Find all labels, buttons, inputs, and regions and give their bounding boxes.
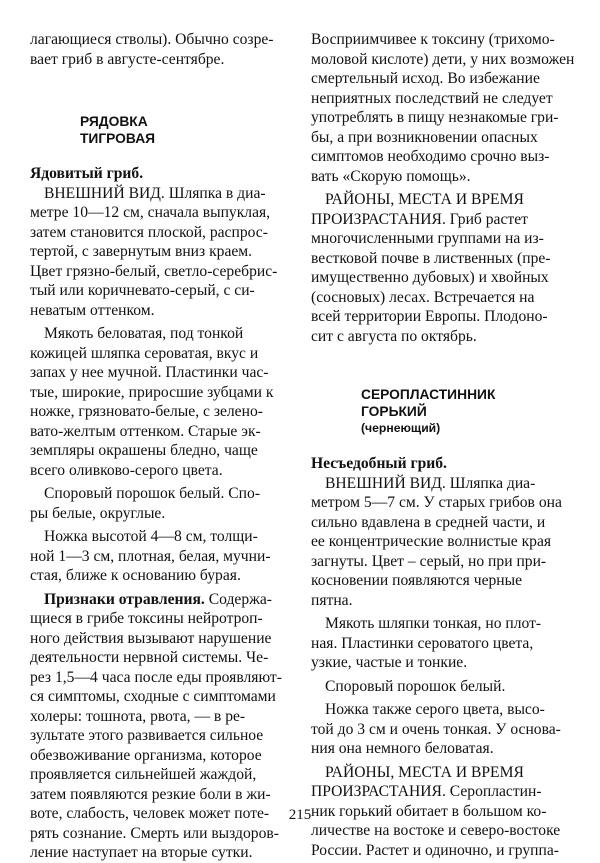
text-poisoning: Содержа- щиеся в грибе токсины нейротроп- ного действия вызывают нарушение деятельности нервной системы. Че- рез 1,5—4 часа после еды проявляют- ся симптомы, сходные с симптомами холеры: тошнота, рвота, — в ре- зультате этого развивается сильное обезвоживание организма, которое проявляется сильнейшей жаждой, затем появляются резкие боли в жи- воте, слабость, человек может поте- рять сознание. Смерть или выздоров- ление наступает на вторые сутки. bbox=[30, 590, 282, 861]
heading-ryadovka-tigrovaya: РЯДОВКА ТИГРОВАЯ bbox=[80, 114, 156, 146]
paragraph-spore-powder: Споровый порошок белый. Спо- ры белые, округлые. bbox=[30, 485, 261, 522]
paragraph-appearance-2 bbox=[311, 474, 578, 611]
paragraph-continuation: лагающиеся стволы). Обычно созре- вает гриб в августе-сентябре. bbox=[30, 31, 274, 68]
lead-appearance: ВНЕШНИЙ ВИД. bbox=[44, 184, 165, 202]
lead-habitat-2: РАЙОНЫ, МЕСТА И ВРЕМЯ ПРОИЗРАСТАНИЯ. bbox=[311, 763, 524, 800]
heading-seroplastinnik-gorkiy: СЕРОПЛАСТИННИК ГОРЬКИЙ bbox=[361, 387, 496, 419]
paragraph-spore-powder-2: Споровый порошок белый. bbox=[325, 677, 506, 695]
paragraph-stem-2: Ножка также серого цвета, высо- той до 3 см и очень тонкая. У основа- ния она немного беловатая. bbox=[311, 701, 561, 757]
text-appearance: Шляпка в диа- метре 10—12 см, сначала выпуклая, затем становится плоской, распрос- тертой, с завернутым вниз краем. Цвет грязно-белый, светло-серебрис- тый или коричневато-серый, с си- неватым оттенком. bbox=[30, 184, 278, 319]
category-poisonous: Ядовитый гриб. bbox=[30, 165, 144, 182]
page-number: 215 bbox=[288, 807, 312, 823]
lead-poisoning: Признаки отравления. bbox=[44, 590, 205, 608]
lead-habitat-1: РАЙОНЫ, МЕСТА И ВРЕМЯ ПРОИЗРАСТАНИЯ. bbox=[311, 191, 524, 228]
paragraph-flesh: Мякоть беловатая, под тонкой кожицей шляпка сероватая, вкус и запах у нее мучной. Пластинки час- тые, широкие, приросшие зубцами к ножке, грязновато-белые, с зелено- вато-желтым оттенком. Старые эк- земпляры окрашены бледно, чаще всего оливково-серого цвета. bbox=[30, 325, 274, 479]
paragraph-children-toxin: Восприимчивее к токсину (трихомо- моловой кислоте) дети, у них возможен смертельный исход. Во избежание неприятных последствий не следует употреблять в пищу незнакомые гри- бы, а при возникновении опасных симптомов необходимо срочно выз- вать «Скорую помощь». bbox=[311, 31, 575, 185]
paragraph-stem: Ножка высотой 4—8 см, толщи- ной 1—3 см, плотная, белая, мучни- стая, ближе к основанию бурая. bbox=[30, 528, 271, 584]
text-habitat-1: Гриб растет многочисленными группами на из- вестковой почве в лиственных (пре- имущественно дубовых) и хвойных (сосновых) лесах. Встречается на всей территории Европы. Плодоно- сит с августа по октябрь. bbox=[311, 210, 551, 345]
text-appearance-2: Шляпка диа- метром 5—7 см. У старых грибов она сильно вдавлена в средней части, и ее концентрические волнистые края загнуты. Цвет – серый, но при при- косновении появляются черные пятна. bbox=[311, 474, 562, 609]
paragraph-habitat-1 bbox=[311, 190, 578, 346]
left-column bbox=[30, 30, 297, 863]
heading-subtitle: (чернеющий) bbox=[361, 421, 441, 435]
category-inedible: Несъедобный гриб. bbox=[311, 455, 447, 472]
lead-appearance-2: ВНЕШНИЙ ВИД. bbox=[325, 474, 446, 492]
paragraph-appearance bbox=[30, 184, 297, 321]
paragraph-flesh-2: Мякоть шляпки тонкая, но плот- ная. Пластинки сероватого цвета, узкие, частые и тонкие. bbox=[311, 615, 542, 671]
right-column bbox=[311, 30, 578, 860]
text-habitat-2: Серопластин- ник горький обитает в большом ко- личестве на востоке и северо-востоке России. Растет и одиночно, и группа- bbox=[311, 783, 561, 859]
